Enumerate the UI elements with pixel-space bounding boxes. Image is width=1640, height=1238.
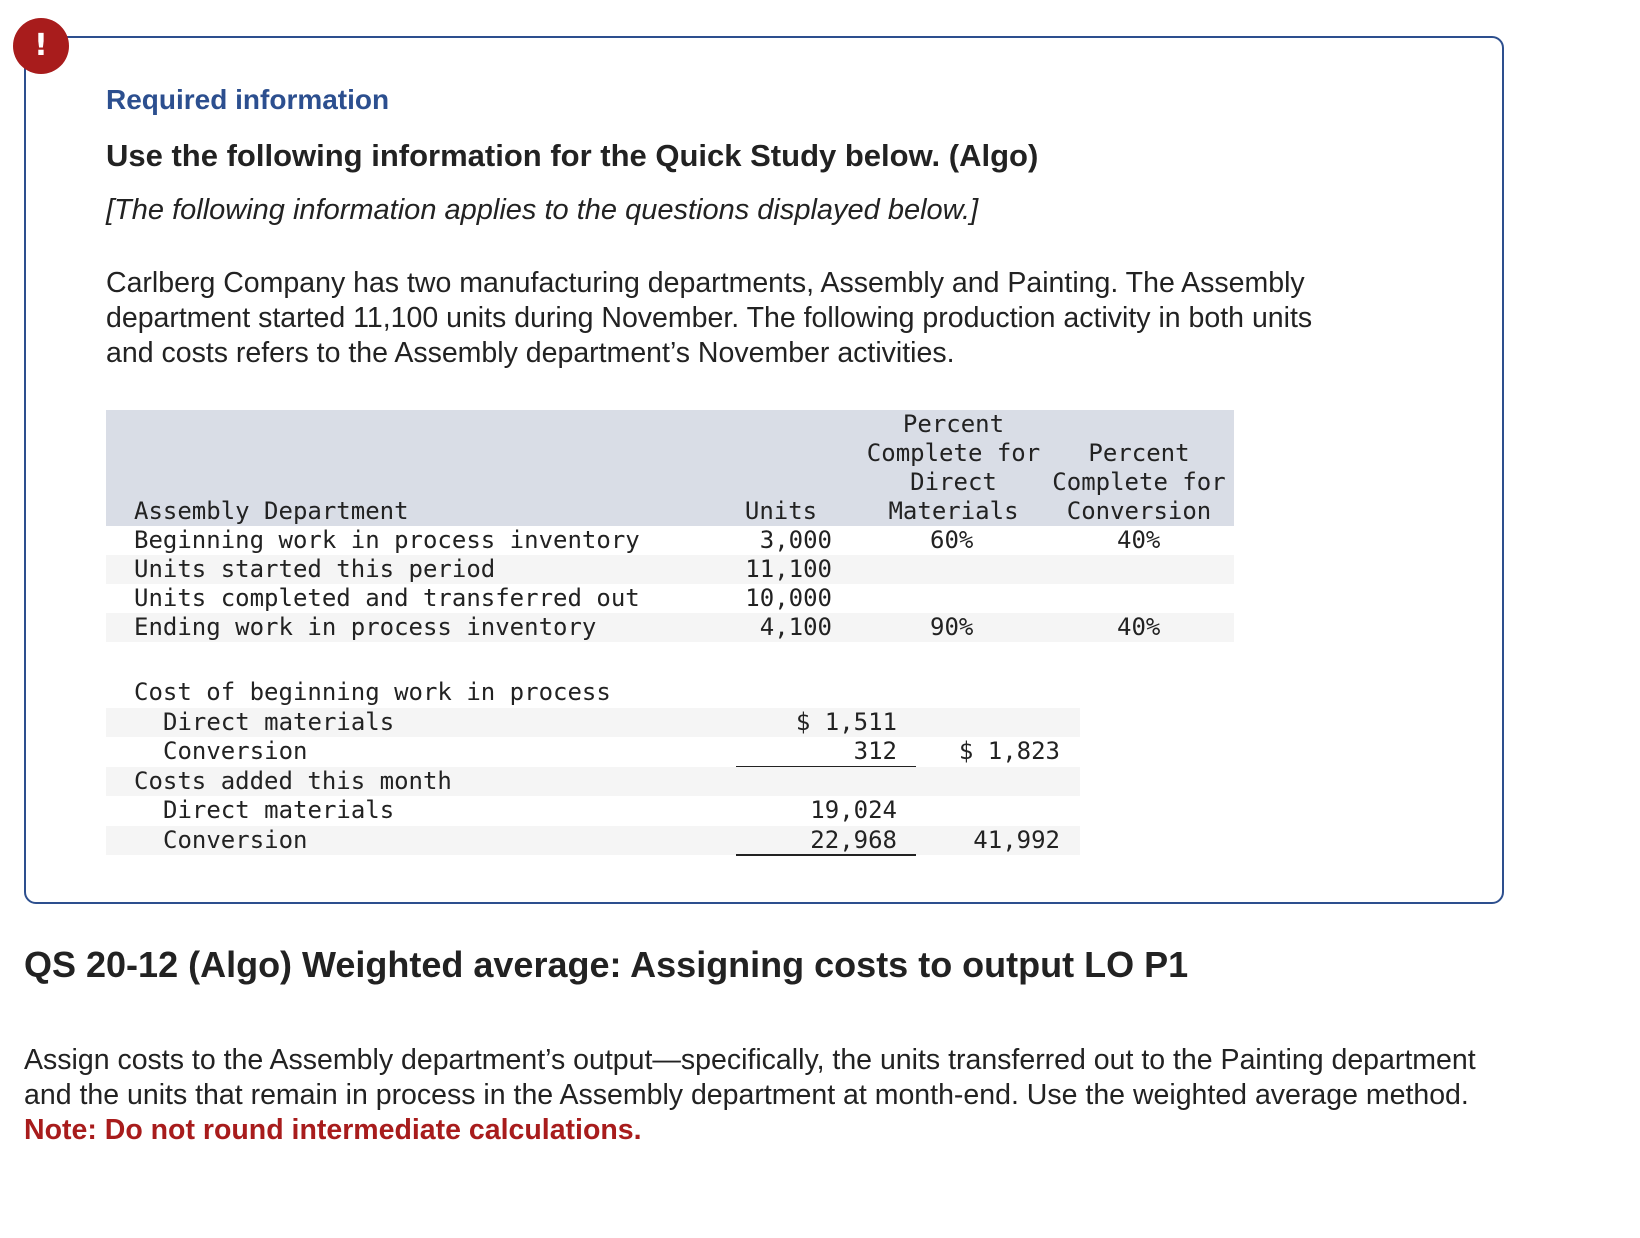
row-units: 11,100	[745, 555, 832, 583]
header-line: Direct	[910, 468, 997, 496]
instruction-line: and the units that remain in process in the Assembly department at month-end. Use the weighted average method.	[24, 1079, 1469, 1111]
row-label: Conversion	[163, 825, 308, 854]
table-row	[106, 737, 1080, 767]
units-table-header	[106, 410, 1234, 526]
table-row	[106, 826, 1080, 856]
table-row	[106, 555, 1234, 584]
table-row	[106, 708, 1080, 738]
header-line: Complete for	[1052, 468, 1226, 496]
header-line: Percent	[902, 410, 1005, 438]
header-line: Complete for	[866, 439, 1041, 467]
row-units: 4,100	[759, 613, 832, 641]
instruction-line: Assign costs to the Assembly department’s output—specifically, the units transferred out to the Painting department	[24, 1044, 1476, 1076]
row-label: Direct materials	[163, 796, 395, 824]
table-row	[106, 613, 1234, 642]
row-amount: 22,968	[810, 825, 897, 854]
cost-table	[106, 678, 1080, 855]
header-percent-conversion	[1044, 439, 1234, 526]
row-label: Direct materials	[163, 707, 395, 736]
header-line: Conversion	[1066, 497, 1212, 525]
row-label: Ending work in process inventory	[134, 613, 597, 641]
row-total: $ 1,823	[958, 737, 1060, 765]
header-line: Percent	[1088, 439, 1190, 467]
row-pct-dm: 90%	[930, 613, 974, 641]
intro-line: Carlberg Company has two manufacturing departments, Assembly and Painting. The Assembly	[106, 267, 1305, 299]
table-row	[106, 526, 1234, 555]
row-pct-conv: 40%	[1117, 526, 1161, 554]
table-row	[106, 678, 1080, 708]
intro-line: department started 11,100 units during November. The following production activity in both units	[106, 302, 1313, 334]
header-units-label: Units	[744, 497, 818, 525]
row-total: 41,992	[973, 825, 1060, 854]
row-units: 10,000	[745, 584, 832, 612]
row-label: Conversion	[163, 737, 308, 765]
header-line: Materials	[888, 497, 1019, 525]
intro-line: and costs refers to the Assembly department’s November activities.	[106, 337, 955, 369]
table-row	[106, 584, 1234, 613]
question-instructions	[24, 1043, 1476, 1148]
row-pct-dm: 60%	[930, 526, 974, 554]
table-row	[106, 767, 1080, 797]
header-percent-direct-materials	[856, 410, 1051, 526]
table-row	[106, 796, 1080, 826]
rounding-note: Note: Do not round intermediate calculations.	[24, 1114, 642, 1146]
units-table	[106, 410, 1234, 642]
question-title: QS 20-12 (Algo) Weighted average: Assigning costs to output LO P1	[24, 944, 1189, 985]
row-amount: 19,024	[810, 796, 897, 824]
alert-icon: !	[13, 18, 69, 74]
required-information-label: Required information	[106, 84, 390, 115]
row-label: Cost of beginning work in process	[134, 678, 611, 706]
card-title: Use the following information for the Quick Study below. (Algo)	[106, 138, 1039, 173]
row-amount: 312	[853, 737, 897, 765]
header-units	[736, 497, 826, 526]
subtotal-underline	[736, 854, 916, 856]
row-pct-conv: 40%	[1117, 613, 1161, 641]
intro-paragraph	[106, 266, 1406, 371]
row-label: Units started this period	[134, 555, 496, 583]
row-label: Units completed and transferred out	[134, 584, 640, 612]
row-units: 3,000	[759, 526, 832, 554]
card-note: [The following information applies to the questions displayed below.]	[106, 194, 979, 226]
row-label: Costs added this month	[134, 766, 452, 795]
header-assembly-department: Assembly Department	[134, 497, 409, 525]
row-amount: $ 1,511	[795, 707, 897, 736]
row-label: Beginning work in process inventory	[134, 526, 640, 554]
